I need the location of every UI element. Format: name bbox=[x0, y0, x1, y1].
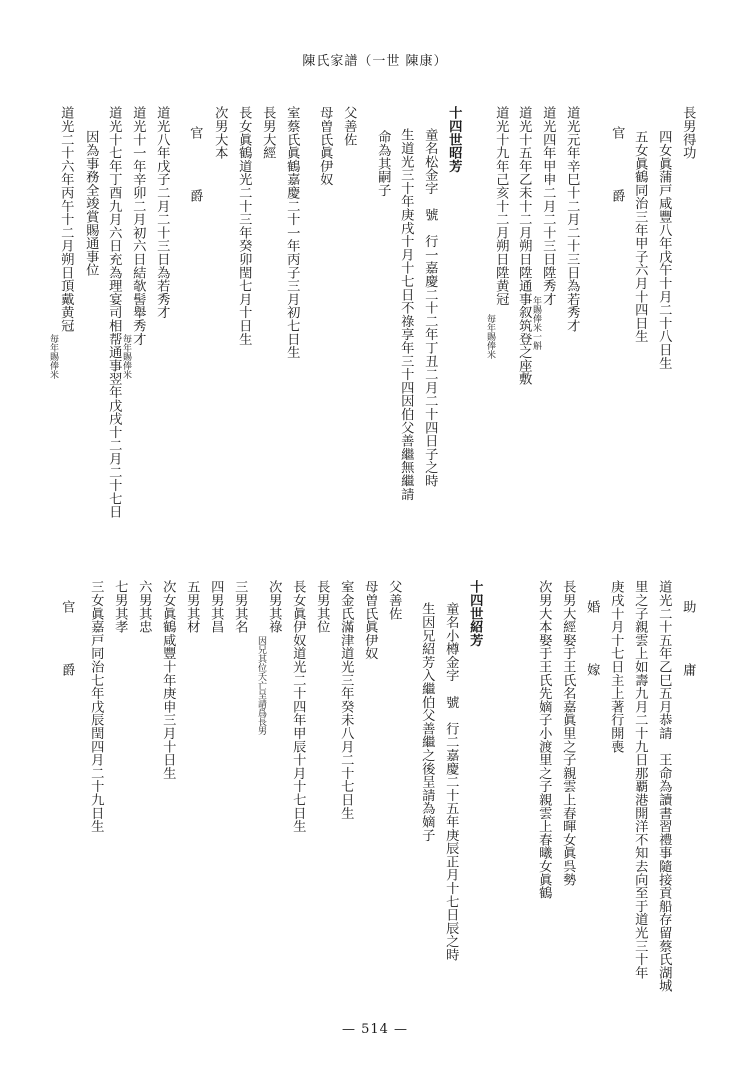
section-label: 官 爵 bbox=[59, 600, 75, 694]
text-column: 童名松金字 號 行一嘉慶二十二年丁丑二月二十四日子之時 bbox=[422, 128, 438, 488]
annotation-note: 毎年賜俸米 bbox=[48, 334, 58, 379]
text-column: 長男得功 bbox=[680, 106, 696, 160]
text-column: 次男大本 bbox=[212, 106, 228, 160]
text-column: 道光二十六年丙午十二月朔日頂戴黄冠 bbox=[58, 106, 74, 333]
text-column: 長男大經 bbox=[260, 106, 276, 160]
section-label: 助 庸 bbox=[680, 600, 696, 694]
text-column: 次男大本娶于王氏先嫡子小渡里之子親雲上春曦女眞鶴 bbox=[536, 580, 552, 900]
text-column: 命為其嗣子 bbox=[375, 130, 391, 197]
text-column: 五男其材 bbox=[184, 580, 200, 634]
text-column: 生因兄紹芳入繼伯父善繼之後呈請為嫡子 bbox=[419, 602, 435, 842]
generation-heading: 十四世紹芳 bbox=[467, 580, 483, 647]
text-column: 因為事務全竣賞賜通事位 bbox=[83, 130, 99, 277]
text-column: 五女眞鶴同治三年甲子六月十四日生 bbox=[632, 130, 648, 343]
text-column: 長女眞鶴道光二十三年癸卯閏七月十日生 bbox=[236, 106, 252, 346]
top-text-block bbox=[0, 106, 750, 556]
text-column: 次男其祿 bbox=[266, 580, 282, 634]
text-column: 道光十九年己亥十二月朔日陞黄冠 bbox=[493, 106, 509, 306]
text-column: 室金氏滿津道光三年癸未八月二十七日生 bbox=[338, 580, 354, 820]
text-column: 道光四年甲申二月二十三日陞秀才 bbox=[540, 106, 556, 306]
text-column: 道光八年戊子二月二十三日為若秀才 bbox=[154, 106, 170, 319]
text-column: 四男其昌 bbox=[208, 580, 224, 634]
annotation-note: 毎年賜俸米 bbox=[485, 314, 495, 359]
text-column: 童名小樽金字 號 行二嘉慶二十五年庚辰正月十七日辰之時 bbox=[443, 602, 459, 962]
generation-heading: 十四世昭芳 bbox=[446, 106, 462, 173]
text-column: 母曽氏眞伊奴 bbox=[317, 106, 333, 186]
text-column: 道光十一年辛卯二月初六日結欹髻舉秀才 bbox=[130, 106, 146, 346]
annotation-note: 年賜俸米一斛 bbox=[531, 296, 541, 350]
annotation-note: 因兄其位夭亡呈請爲長男 bbox=[256, 636, 266, 735]
text-column: 庚戌十月十七日主上著行開喪 bbox=[608, 580, 624, 753]
text-column: 母曽氏眞伊奴 bbox=[362, 580, 378, 660]
bottom-text-block bbox=[0, 580, 750, 1010]
page-number: — 514 — bbox=[341, 1022, 409, 1037]
section-label: 婚 嫁 bbox=[584, 600, 600, 694]
text-column: 長男大經娶于王氏名嘉眞里之子親雲上春暉女眞呉勢 bbox=[560, 580, 576, 886]
text-column: 道光元年辛巳十二月二十三日為若秀才 bbox=[564, 106, 580, 333]
text-column: 長女眞伊奴道光二十四年甲辰十月十七日生 bbox=[290, 580, 306, 833]
text-column: 父善佐 bbox=[386, 580, 402, 620]
text-column: 道光二十五年乙巳五月恭請 王命為讀書習禮事隨接貢船存留蔡氏湖城 bbox=[656, 580, 672, 993]
section-label: 官 爵 bbox=[187, 126, 203, 220]
text-column: 長男其位 bbox=[314, 580, 330, 634]
annotation-note: 毎年賜俸米 bbox=[121, 334, 131, 379]
text-column: 父善佐 bbox=[341, 106, 357, 146]
text-column: 道光十五年乙未十二月朔日陞通事叙筑登之座敷 bbox=[516, 106, 532, 386]
text-column: 次女眞鶴咸豐十年庚申三月十日生 bbox=[160, 580, 176, 780]
text-column: 三女眞嘉戸同治七年戊辰閏四月二十九日生 bbox=[88, 580, 104, 833]
text-column: 四女眞蒲戸咸豐八年戊午十月二十八日生 bbox=[656, 130, 672, 370]
page-header: 陳氏家譜（一世 陳康） bbox=[302, 54, 448, 69]
section-label: 官 爵 bbox=[609, 126, 625, 220]
text-column: 三男其名 bbox=[232, 580, 248, 634]
text-column: 生道光三十年庚戌十月十七日不祿享年三十四因伯父善繼無繼請 bbox=[398, 128, 414, 501]
text-column: 里之子親雲上如壽九月二十九日那覇港開洋不知去向至于道光三十年 bbox=[632, 580, 648, 979]
text-column: 七男其孝 bbox=[112, 580, 128, 634]
text-column: 六男其忠 bbox=[136, 580, 152, 634]
text-column: 道光十七年丁酉九月六日充為理宴司相帮通事翌年戊戌十二月二十七日 bbox=[106, 106, 122, 519]
text-column: 室蔡氏眞鶴嘉慶二十一年丙子三月初七日生 bbox=[284, 106, 300, 359]
